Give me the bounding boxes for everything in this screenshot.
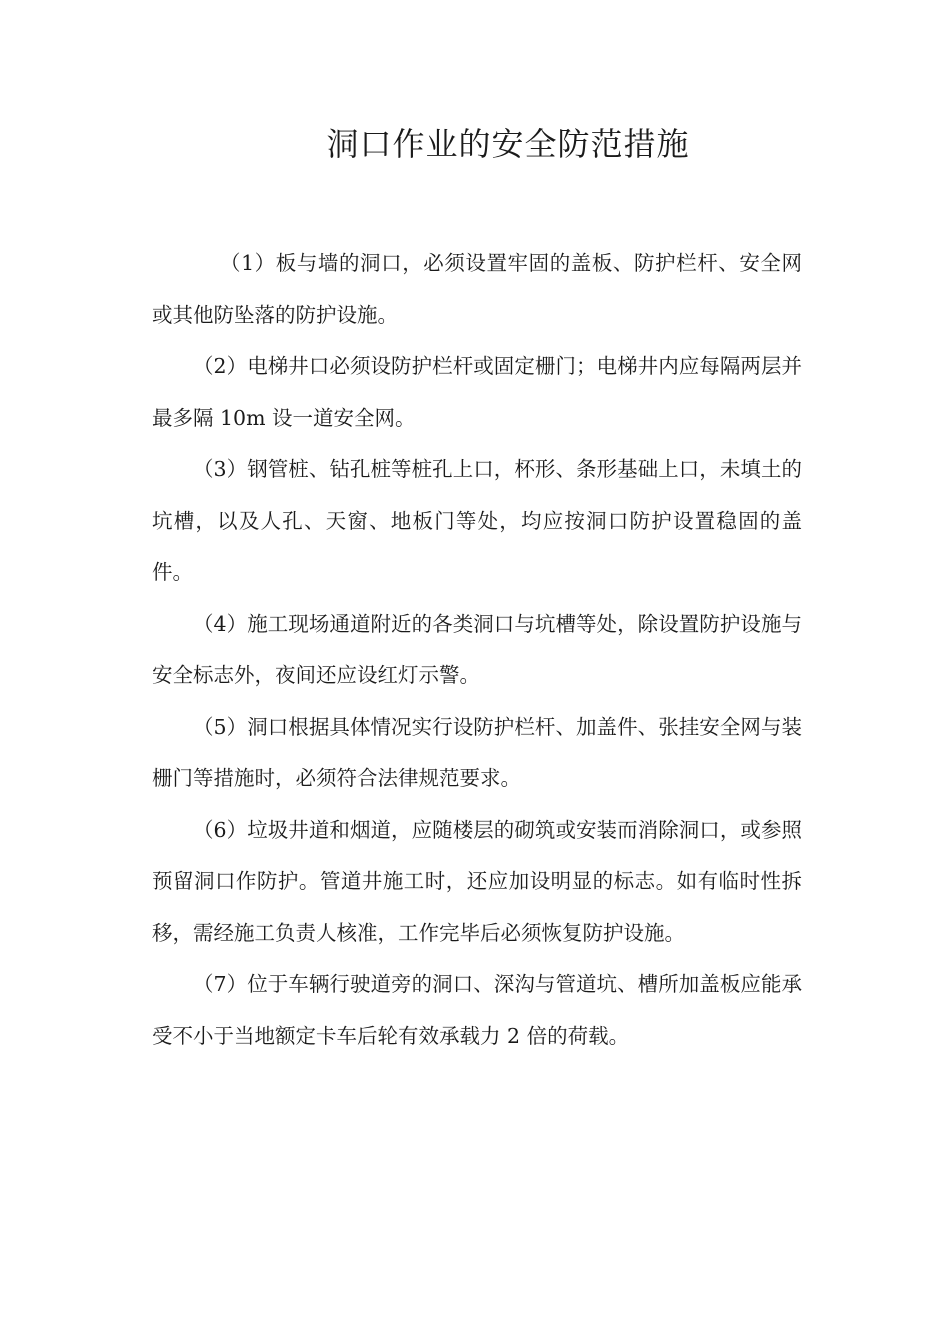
paragraph-7: （7）位于车辆行驶道旁的洞口、深沟与管道坑、槽所加盖板应能承受不小于当地额定卡车后轮有效承载力 2 倍的荷载。 <box>152 972 802 1048</box>
document-body <box>152 238 802 1062</box>
paragraph-4: （4）施工现场通道附近的各类洞口与坑槽等处，除设置防护设施与安全标志外，夜间还应设红灯示警。 <box>152 611 802 687</box>
paragraph-5: （5）洞口根据具体情况实行设防护栏杆、加盖件、张挂安全网与装栅门等措施时，必须符合法律规范要求。 <box>152 714 802 790</box>
document-title: 洞口作业的安全防范措施 <box>326 125 690 163</box>
paragraph-6: （6）垃圾井道和烟道，应随楼层的砌筑或安装而消除洞口，或参照预留洞口作防护。管道井施工时，还应加设明显的标志。如有临时性拆移，需经施工负责人核准，工作完毕后必须恢复防护设施。 <box>152 817 802 945</box>
paragraph-3: （3）钢管桩、钻孔桩等桩孔上口，杯形、条形基础上口，未填土的坑槽，以及人孔、天窗、地板门等处，均应按洞口防护设置稳固的盖件。 <box>152 457 802 584</box>
paragraph-2: （2）电梯井口必须设防护栏杆或固定栅门；电梯井内应每隔两层并最多隔 10m 设一道安全网。 <box>152 354 802 430</box>
paragraph-1: （1）板与墙的洞口，必须设置牢固的盖板、防护栏杆、安全网或其他防坠落的防护设施。 <box>152 251 802 327</box>
